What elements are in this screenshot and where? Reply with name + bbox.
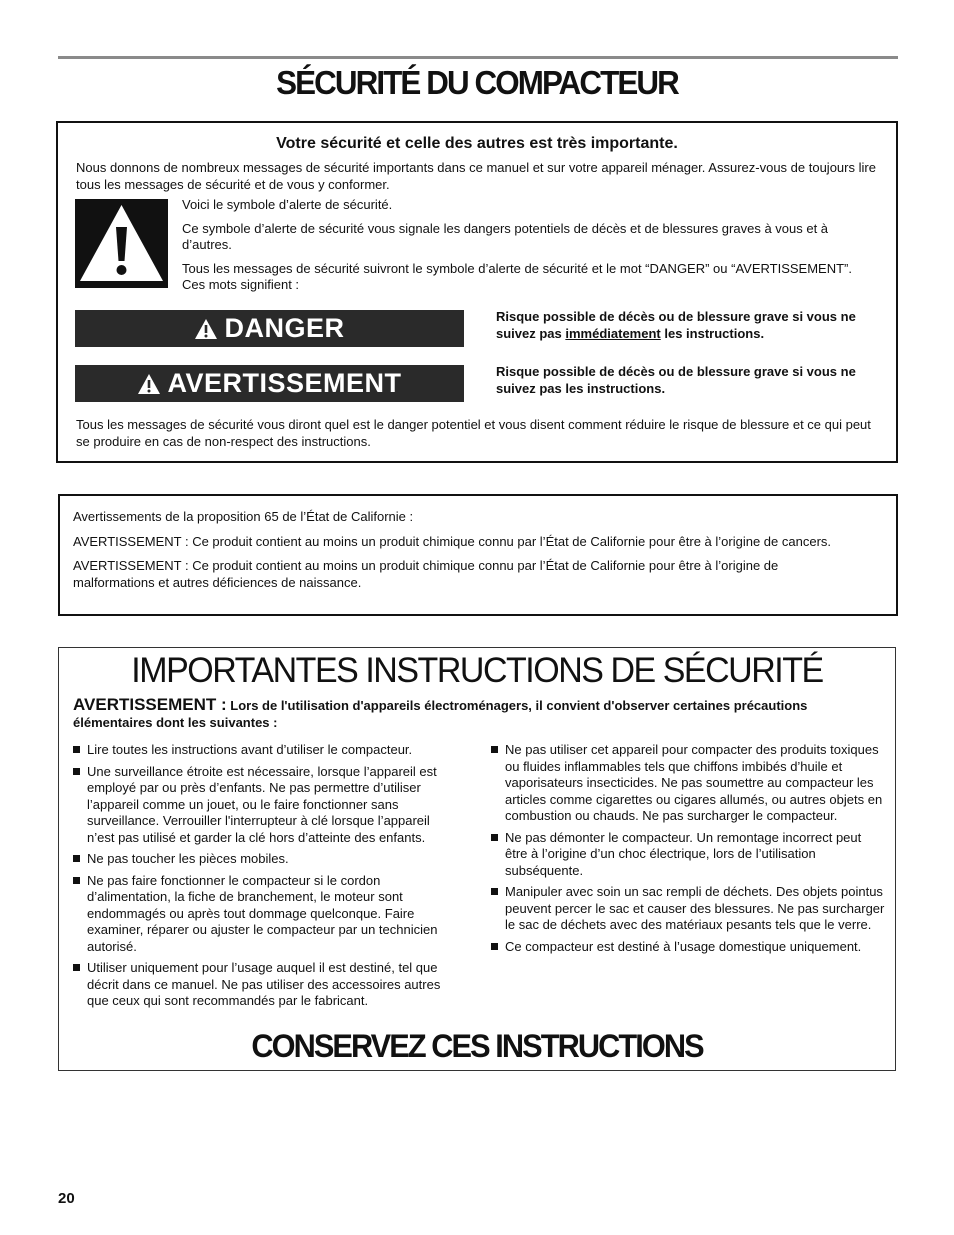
symbol-line: Voici le symbole d’alerte de sécurité. (182, 197, 393, 212)
warning-description: Risque possible de décès ou de blessure grave si vous ne suivez pas les instructions. (496, 364, 856, 396)
safety-intro: Nous donnons de nombreux messages de sécurité importants dans ce manuel et sur votre appareil ménager. Assurez-vous de toujours lire tous les messages de sécurité et de vous y conformer. (76, 160, 876, 192)
danger-label: DANGER (224, 313, 345, 343)
symbol-explanations (182, 197, 872, 301)
instructions-warning: AVERTISSEMENT : Lors de l'utilisation d'appareils électroménagers, il convient d'observer certaines précautions élémentaires dont les suivantes : (73, 695, 808, 730)
page-number: 20 (58, 1190, 75, 1207)
list-item: Ce compacteur est destiné à l’usage domestique uniquement. (491, 939, 887, 956)
list-item: Une surveillance étroite est nécessaire, lorsque l’appareil est employé par ou près d’enfants. Ne pas permettre d’utiliser l’appareil comme un jouet, ou le faire fonctionner sans surveillance. Verrouiller l'interrupteur à clé lorsque l’appareil n’est pas utilisé et garder la clé hors d’atteinte des enfants. (73, 764, 459, 847)
bullet-icon (73, 855, 80, 862)
bullet-icon (73, 768, 80, 775)
danger-description: Risque possible de décès ou de blessure grave si vous ne suivez pas immédiatement les instructions. (496, 309, 856, 341)
prop65-line: AVERTISSEMENT : Ce produit contient au moins un produit chimique connu par l’État de Californie pour être à l’origine de malformations et autres déficiences de naissance. (73, 558, 779, 590)
safety-closing: Tous les messages de sécurité vous diront quel est le danger potentiel et vous disent comment réduire le risque de blessure et ce qui peut se produire en cas de non-respect des instructions. (76, 417, 871, 449)
list-item: Ne pas démonter le compacteur. Un remontage incorrect peut être à l’origine d’un choc électrique, lors de l’utilisation subséquente. (491, 830, 887, 880)
safety-heading: Votre sécurité et celle des autres est très importante. (276, 135, 678, 152)
instructions-right-column (491, 742, 887, 960)
bullet-icon (491, 746, 498, 753)
symbol-line: Tous les messages de sécurité suivront le symbole d’alerte de sécurité et le mot “DANGER” ou “AVERTISSEMENT”. Ces mots signifient : (182, 260, 852, 292)
bullet-icon (73, 746, 80, 753)
danger-banner (75, 310, 464, 347)
warning-banner (75, 365, 464, 402)
prop65-box (58, 494, 898, 616)
list-item: Ne pas faire fonctionner le compacteur si le cordon d’alimentation, la fiche de branchement, le moteur sont endommagés ou après tout dommage quelconque. Faire examiner, réparer ou ajuster le compacteur par un technicien autorisé. (73, 873, 459, 956)
bullet-icon (491, 888, 498, 895)
page-title: SÉCURITÉ DU COMPACTEUR (276, 64, 678, 101)
warning-label: AVERTISSEMENT : (73, 695, 227, 714)
bullet-icon (73, 877, 80, 884)
top-rule (58, 56, 898, 59)
warning-triangle-icon (194, 318, 218, 340)
list-item: Manipuler avec soin un sac rempli de déchets. Des objets pointus peuvent percer le sac et causer des blessures. Ne pas surcharger le sac de déchets avec des matériaux pesants tels que le verre. (491, 884, 887, 934)
underlined-word: immédiatement (565, 326, 661, 341)
bullet-icon (73, 964, 80, 971)
list-item: Ne pas utiliser cet appareil pour compacter des produits toxiques ou fluides inflammables tels que chiffons imbibés d’huile et vaporisateurs insecticides. Ne pas soumettre au compacteur les articles comme cigarettes ou cigares allumés, ou autres objets en combustion ou chauds. Ne pas surcharger le compacteur. (491, 742, 887, 825)
bullet-icon (491, 943, 498, 950)
prop65-line: Avertissements de la proposition 65 de l’État de Californie : (73, 509, 414, 524)
prop65-line: AVERTISSEMENT : Ce produit contient au moins un produit chimique connu par l’État de Californie pour être à l’origine de cancers. (73, 533, 832, 549)
instructions-title: IMPORTANTES INSTRUCTIONS DE SÉCURITÉ (131, 651, 823, 690)
instructions-box (58, 647, 896, 1071)
warning-label: AVERTISSEMENT (167, 368, 402, 398)
list-item: Lire toutes les instructions avant d’utiliser le compacteur. (73, 742, 459, 759)
symbol-line: Ce symbole d’alerte de sécurité vous signale les dangers potentiels de décès et de blessures graves à vous et à d’autres. (182, 220, 829, 252)
safety-alert-icon (75, 199, 168, 288)
list-item: Ne pas toucher les pièces mobiles. (73, 851, 459, 868)
warning-triangle-icon (137, 373, 161, 395)
list-item: Utiliser uniquement pour l’usage auquel il est destiné, tel que décrit dans ce manuel. Ne pas utiliser des accessoires autres que ceux qui sont recommandés par le fabricant. (73, 960, 459, 1010)
keep-instructions-title: CONSERVEZ CES INSTRUCTIONS (251, 1028, 703, 1064)
bullet-icon (491, 834, 498, 841)
instructions-left-column (73, 742, 459, 1015)
safety-box (56, 121, 898, 463)
